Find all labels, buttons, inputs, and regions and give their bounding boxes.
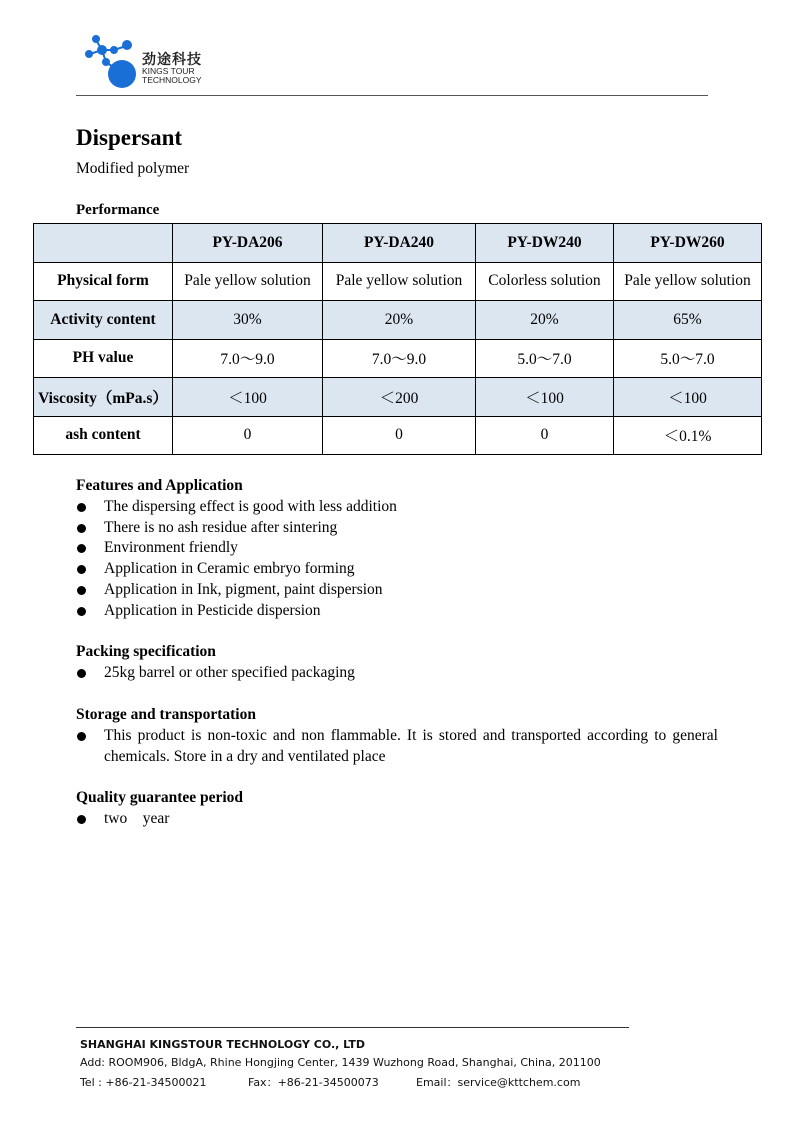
table-cell: 65% xyxy=(614,301,762,340)
packing-heading: Packing specification xyxy=(76,643,216,660)
table-cell: 30% xyxy=(173,301,323,340)
bullet-icon xyxy=(77,669,86,678)
molecule-logo-icon xyxy=(82,32,142,92)
storage-heading: Storage and transportation xyxy=(76,706,256,723)
list-item xyxy=(76,663,726,684)
product-subtitle: Modified polymer xyxy=(76,160,190,177)
table-cell: 0 xyxy=(323,416,476,455)
table-cell: 7.0～9.0 xyxy=(173,339,323,378)
table-row xyxy=(34,339,762,378)
row-label: Viscosity（mPa.s） xyxy=(34,378,173,417)
table-row xyxy=(34,262,762,301)
table-cell: ＜100 xyxy=(476,378,614,417)
list-item xyxy=(76,518,726,539)
footer-tel: Tel : +86-21-34500021 xyxy=(80,1076,207,1089)
table-cell: Pale yellow solution xyxy=(173,262,323,301)
packing-list xyxy=(76,663,726,684)
performance-heading: Performance xyxy=(76,202,160,218)
table-header-cell: PY-DA240 xyxy=(323,224,476,263)
row-label: Activity content xyxy=(34,301,173,340)
table-cell: 5.0～7.0 xyxy=(614,339,762,378)
table-cell: 20% xyxy=(476,301,614,340)
footer-divider xyxy=(76,1027,629,1028)
table-cell: ＜200 xyxy=(323,378,476,417)
table-cell: 20% xyxy=(323,301,476,340)
table-row xyxy=(34,378,762,417)
list-item-text: The dispersing effect is good with less addition xyxy=(104,497,397,515)
table-row xyxy=(34,301,762,340)
bullet-icon xyxy=(77,544,86,553)
table-cell: Pale yellow solution xyxy=(323,262,476,301)
table-cell: ＜100 xyxy=(173,378,323,417)
list-item-text: Application in Pesticide dispersion xyxy=(104,601,321,619)
logo-english-name: KINGS TOUR xyxy=(142,66,195,76)
table-cell: 5.0～7.0 xyxy=(476,339,614,378)
table-header-cell xyxy=(34,224,173,263)
list-item xyxy=(76,601,726,622)
table-header-cell: PY-DW260 xyxy=(614,224,762,263)
footer-company-name: SHANGHAI KINGSTOUR TECHNOLOGY CO., LTD xyxy=(80,1038,365,1051)
list-item-text: Environment friendly xyxy=(104,539,238,557)
logo-chinese-name: 劲途科技 xyxy=(142,52,202,68)
bullet-icon xyxy=(77,732,86,741)
packing-section xyxy=(76,642,726,684)
table-cell: 7.0～9.0 xyxy=(323,339,476,378)
storage-list xyxy=(76,726,726,768)
bullet-icon xyxy=(77,503,86,512)
table-cell: ＜100 xyxy=(614,378,762,417)
list-item xyxy=(76,726,718,768)
header-divider xyxy=(76,95,708,96)
bullet-icon xyxy=(77,586,86,595)
features-section xyxy=(76,476,726,622)
list-item xyxy=(76,559,726,580)
table-cell: Colorless solution xyxy=(476,262,614,301)
list-item-text: Application in Ink, pigment, paint dispersion xyxy=(104,580,383,598)
bullet-icon xyxy=(77,524,86,533)
footer-email: Email：service@kttchem.com xyxy=(416,1076,581,1089)
table-cell: ＜0.1% xyxy=(614,416,762,455)
list-item xyxy=(76,497,726,518)
table-cell: Pale yellow solution xyxy=(614,262,762,301)
row-label: PH value xyxy=(34,339,173,378)
list-item xyxy=(76,538,726,559)
footer-contact-line xyxy=(80,1074,580,1090)
table-header-cell: PY-DA206 xyxy=(173,224,323,263)
table-header-row xyxy=(34,224,762,263)
bullet-icon xyxy=(77,815,86,824)
row-label: Physical form xyxy=(34,262,173,301)
bullet-icon xyxy=(77,607,86,616)
quality-heading: Quality guarantee period xyxy=(76,789,244,806)
bullet-icon xyxy=(77,565,86,574)
list-item-text: There is no ash residue after sintering xyxy=(104,518,338,536)
list-item-text: 25kg barrel or other specified packaging xyxy=(104,663,355,681)
performance-table xyxy=(33,223,762,455)
quality-section xyxy=(76,788,726,830)
product-title: Dispersant xyxy=(76,125,183,150)
company-logo xyxy=(82,32,222,92)
features-heading: Features and Application xyxy=(76,477,243,494)
storage-section xyxy=(76,705,726,767)
features-list xyxy=(76,497,726,622)
list-item-text: This product is non-toxic and non flammable. It is stored and transported according to general chemicals. Store in a dry and ventilated place xyxy=(104,726,718,765)
quality-list xyxy=(76,809,726,830)
table-header-cell: PY-DW240 xyxy=(476,224,614,263)
row-label: ash content xyxy=(34,416,173,455)
table-cell: 0 xyxy=(476,416,614,455)
footer-address: Add: ROOM906, BldgA, Rhine Hongjing Center, 1439 Wuzhong Road, Shanghai, China, 201100 xyxy=(80,1056,601,1069)
list-item-text: two year xyxy=(104,809,170,827)
logo-english-subname: TECHNOLOGY xyxy=(142,75,202,85)
list-item xyxy=(76,580,726,601)
list-item-text: Application in Ceramic embryo forming xyxy=(104,560,355,578)
list-item xyxy=(76,809,726,830)
footer-fax: Fax：+86-21-34500073 xyxy=(248,1076,379,1089)
table-cell: 0 xyxy=(173,416,323,455)
table-row xyxy=(34,416,762,455)
